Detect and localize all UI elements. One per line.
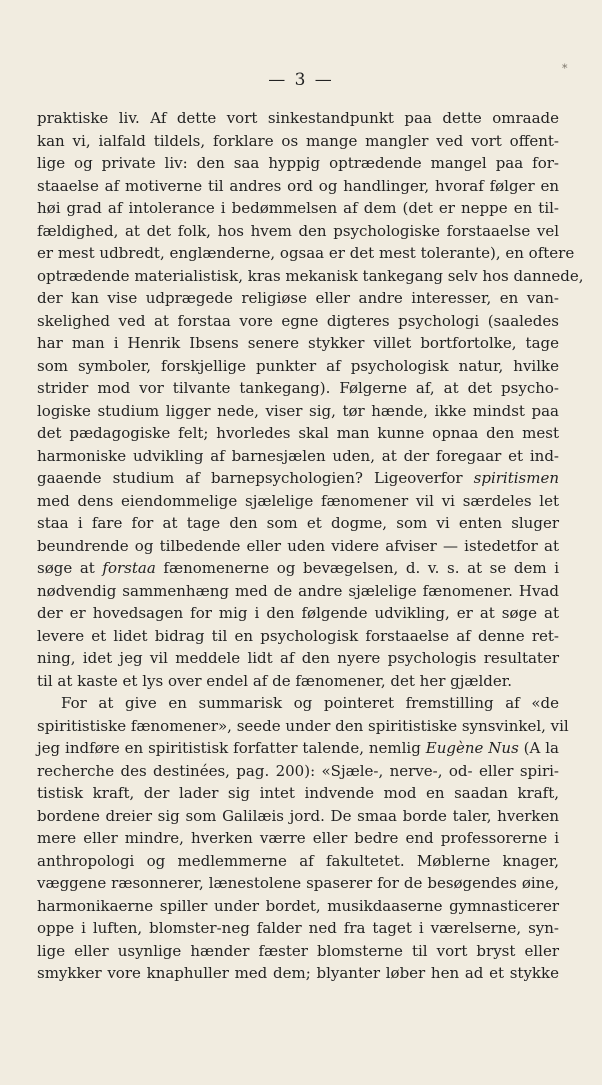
line-text: anthropologi og medlemmerne af fakultetet. Møblerne knager, [37, 851, 559, 870]
line-text: harmoniske udvikling af barnesjælen uden, at der foregaar et ind- [37, 446, 559, 465]
text-line [37, 602, 559, 625]
line-text: staa i fare for at tage den som et dogme, som vi enten sluger [37, 514, 559, 532]
corner-mark: * [562, 62, 568, 75]
line-text: som symboler, forskjellige punkter af psychologisk natur, hvilke [37, 356, 559, 375]
line-text: optrædende materialistisk, kras mekanisk tankegang selv hos dannede, [37, 266, 584, 285]
text-line [37, 647, 559, 670]
line-text: beundrende og tilbedende eller uden videre afviser — istedetfor at [37, 536, 559, 555]
line-text: har man i Henrik Ibsens senere stykker villet bortfortolke, tage [37, 334, 559, 352]
text-line [37, 895, 559, 918]
text-line [37, 220, 559, 243]
text-line [37, 377, 559, 400]
italic-term: Eugène Nus [425, 739, 519, 757]
text-line [37, 850, 559, 873]
line-text: til at kaste et lys over endel af de fænomener, det her gjælder. [37, 671, 513, 690]
text-line [37, 422, 559, 445]
text-line [37, 242, 575, 265]
line-text: søge at [37, 559, 103, 577]
line-text: ning, idet jeg vil meddele lidt af den nyere psychologis resultater [37, 649, 559, 667]
text-line [37, 490, 559, 513]
line-text: logiske studium ligger nede, viser sig, tør hænde, ikke mindst paa [37, 401, 559, 420]
line-text: er mest udbredt, englænderne, ogsaa er det mest tolerante), en oftere [37, 244, 575, 262]
line-text-after: (A la [518, 739, 559, 757]
text-line [37, 152, 559, 175]
line-text: harmonikaerne spiller under bordet, musikdaaserne gymnasticerer [37, 896, 559, 915]
line-text: det pædagogiske felt; hvorledes skal man kunne opnaa den mest [37, 424, 559, 442]
text-line [37, 692, 559, 715]
text-line [37, 962, 559, 985]
text-line [37, 332, 559, 355]
text-line [37, 737, 559, 760]
text-line [37, 310, 559, 333]
line-text: lige og private liv: den saa hyppig optrædende mangel paa for- [37, 154, 559, 172]
line-text: strider mod vor tilvante tankegang). Følgerne af, at det psycho- [37, 379, 559, 397]
line-text: For at give en summarisk og pointeret fremstilling af «de [61, 694, 559, 712]
line-text: mere eller mindre, hverken værre eller bedre end professorerne i [37, 829, 559, 847]
line-text: med dens eiendommelige sjælelige fænomener vil vi særdeles let [37, 491, 559, 510]
italic-term: forstaa [102, 559, 156, 577]
line-text: fældighed, at det folk, hos hvem den psychologiske forstaaelse vel [37, 221, 559, 240]
line-text: levere et lidet bidrag til en psychologisk forstaaelse af denne ret- [37, 626, 559, 645]
text-line [37, 670, 559, 693]
line-text: praktiske liv. Af dette vort sinkestandpunkt paa dette omraade [37, 109, 559, 127]
text-line [37, 715, 569, 738]
text-line [37, 512, 559, 535]
text-line [37, 625, 559, 648]
text-line [37, 445, 559, 468]
text-line [37, 805, 559, 828]
line-text: væggene ræsonnerer, lænestolene spaserer for de besøgendes øine, [37, 874, 559, 892]
page-number: — 3 — [268, 70, 334, 90]
line-text: smykker vore knaphuller med dem; blyanter løber hen ad et stykke [37, 964, 559, 982]
line-text: der kan vise udprægede religiøse eller andre interesser, en van- [37, 289, 559, 307]
text-line [37, 917, 559, 940]
text-line [37, 265, 584, 288]
line-text: jeg indføre en spiritistisk forfatter talende, nemlig [37, 739, 426, 757]
text-line [37, 535, 559, 558]
text-line [37, 827, 559, 850]
text-line [37, 107, 559, 130]
text-line [37, 580, 559, 603]
line-text: høi grad af intolerance i bedømmelsen af dem (det er neppe en til- [37, 199, 559, 217]
text-line [37, 197, 559, 220]
body-text [37, 107, 584, 985]
text-line [37, 760, 559, 783]
text-line [37, 940, 559, 963]
line-text: recherche des destinées, pag. 200): «Sjæle-, nerve-, od- eller spiri- [37, 761, 559, 780]
line-text: nødvendig sammenhæng med de andre sjælelige fænomener. Hvad [37, 581, 559, 600]
line-text: der er hovedsagen for mig i den følgende udvikling, er at søge at [37, 604, 559, 622]
text-line [37, 872, 559, 895]
text-line [37, 782, 559, 805]
text-line [37, 467, 559, 490]
line-text: tistisk kraft, der lader sig intet indvende mod en saadan kraft, [37, 784, 559, 802]
text-line [37, 355, 559, 378]
text-line [37, 557, 559, 580]
text-line [37, 130, 559, 153]
text-line [37, 175, 559, 198]
line-text: oppe i luften, blomster-neg falder ned fra taget i værelserne, syn- [37, 919, 559, 937]
italic-term: spiritismen [473, 469, 559, 487]
line-text: skelighed ved at forstaa vore egne digteres psychologi (saaledes [37, 311, 559, 330]
text-line [37, 400, 559, 423]
line-text: staaelse af motiverne til andres ord og handlinger, hvoraf følger en [37, 176, 559, 195]
line-text: lige eller usynlige hænder fæster blomsterne til vort bryst eller [37, 941, 559, 960]
line-text: spiritistiske fænomener», seede under den spiritistiske synsvinkel, vil [37, 716, 569, 735]
text-line [37, 287, 559, 310]
line-text: bordene dreier sig som Galilæis jord. De smaa borde taler, hverken [37, 806, 559, 825]
line-text: gaaende studium af barnepsychologien? Ligeoverfor [37, 469, 474, 487]
line-text-after: fænomenerne og bevægelsen, d. v. s. at se dem i [155, 559, 559, 577]
line-text: kan vi, ialfald tildels, forklare os mange mangler ved vort offent- [37, 131, 559, 150]
